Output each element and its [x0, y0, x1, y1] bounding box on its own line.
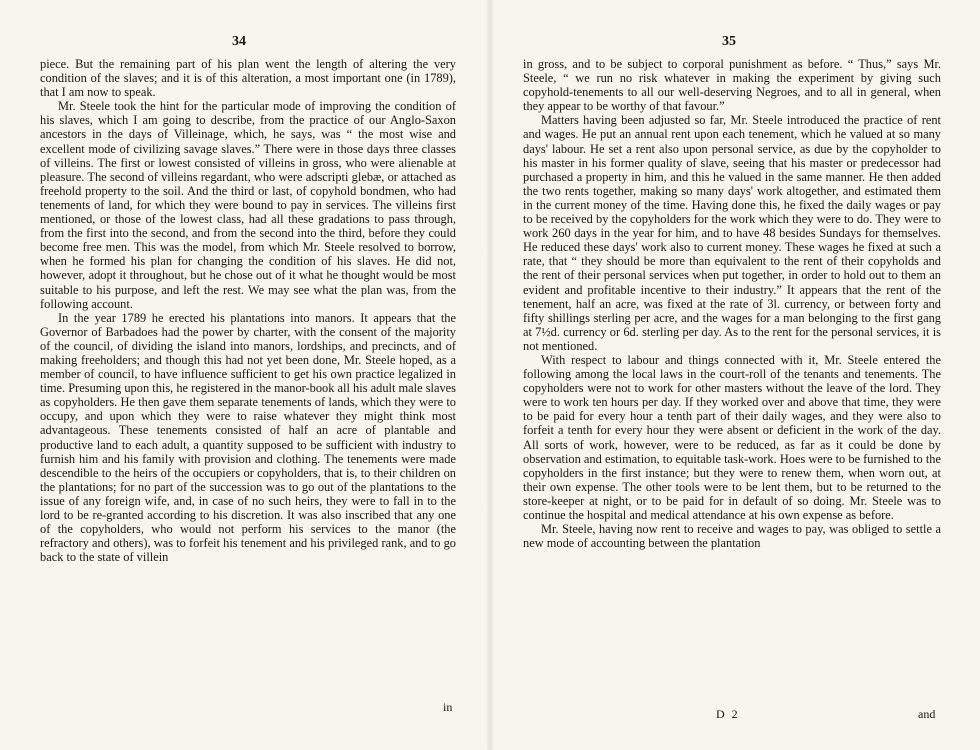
page-body [40, 57, 456, 564]
catchword: and [918, 707, 936, 721]
paragraph: in gross, and to be subject to corporal punishment as before. “ Thus,” says Mr. Steele, “ we run no risk whatever in making the experiment by giving such copyhold-tenements to all our well-deserving Negroes, and to all in general, when they appear to be worthy of that favour.” [523, 57, 941, 114]
paragraph: piece. But the remaining part of his plan went the length of altering the very condition of the slaves; and it is of this alteration, a most important one (in 1789), that I am now to speak. [40, 57, 456, 100]
catchword: in [443, 700, 453, 714]
page-number: 34 [232, 34, 246, 49]
paragraph: Matters having been adjusted so far, Mr. Steele introduced the practice of rent and wages. He put an annual rent upon each tenement, which he valued at so many days' labour. He set a rent also upon personal service, as due by the copyholder to his master in his former quality of slave, seeing that his master or predecessor had purchased a property in him, and this he valued in the same manner. He then added the two rents together, making so many days' work altogether, and estimated them in the current money of the time. Having done this, he fixed the daily wages or pay to be received by the copyholders for the work which they were to do. They were to work 260 days in the year for him, and to have 48 besides Sundays for themselves. He reduced these days' work also to current money. These wages he fixed at such a rate, that “ they should be more than equivalent to the rent of their copyholds and the rent of their personal services when put together, in order to hold out to them an evident and profitable incentive to their industry.” It appears that the rent of the tenement, half an acre, was fixed at the rate of 3l. currency, or between forty and fifty shillings sterling per acre, and the wages for a man belonging to the first gang at 7½d. currency or 6d. sterling per day. As to the rent for the personal services, it is not mentioned. [523, 113, 941, 353]
right-page [490, 0, 980, 750]
paragraph: With respect to labour and things connected with it, Mr. Steele entered the following among the local laws in the court-roll of the tenants and tenements. The copyholders were not to work for other masters without the leave of the lord. They were to work ten hours per day. If they worked over and above that time, they were to be paid for every hour a tenth part of their daily wages, and they were also to forfeit a tenth for every hour they were absent or deficient in the work of the day. All sorts of work, however, were to be reduced, as far as it could be done by observation and estimation, to equitable task-work. Hoes were to be furnished to the copyholders in the first instance; but they were to renew them, when worn out, at their own expense. The other tools were to be lent them, but to be returned to the store-keeper at night, or to be paid for in default of so doing. Mr. Steele was to continue the hospital and medical attendance at his own expense as before. [523, 352, 941, 522]
paragraph: Mr. Steele, having now rent to receive and wages to pay, was obliged to settle a new mode of accounting between the plantation [523, 522, 941, 551]
paragraph: Mr. Steele took the hint for the particular mode of improving the condition of his slaves, which I am going to describe, from the practice of our Anglo-Saxon ancestors in the days of Villeinage, which, he says, was “ the most wise and excellent mode of civilizing savage slaves.” There were in those days three classes of villeins. The first or lowest consisted of villeins in gross, who were alienable at pleasure. The second of villeins regardant, who were adscripti glebæ, or attached as freehold property to the soil. And the third or last, of copyhold bondmen, who had tenements of land, for which they were bound to pay in services. The villeins first mentioned, or those of the lowest class, had all these gradations to pass through, from the first into the second, and from the second into the third, before they could become free men. This was the model, from which Mr. Steele resolved to borrow, when he formed his plan for changing the condition of his slaves. He did not, however, adopt it throughout, but he chose out of it what he thought would be most suitable to his purpose, and left the rest. We may see what the plan was, from the following account. [40, 99, 456, 311]
paragraph: In the year 1789 he erected his plantations into manors. It appears that the Governor of Barbadoes had the power by charter, with the consent of the majority of the council, of dividing the island into manors, lordships, and precincts, and of making freeholders; and though this had not yet been done, Mr. Steele hoped, as a member of council, to have influence sufficient to get his own practice legalized in time. Presuming upon this, he registered in the manor-book all his adult male slaves as copyholders. He then gave them separate tenements of lands, which they were to occupy, and upon which they were to raise whatever they might think most advantageous. These tenements consisted of half an acre of plantable and productive land to each adult, a quantity supposed to be sufficient with industry to furnish him and his family with provision and clothing. The tenements were made descendible to the heirs of the occupiers or copyholders, that is, to their children on the plantations; for no part of the succession was to go out of the plantations to the issue of any foreign wife, and, in case of no such heirs, they were to fall in to the lord to be re-granted according to his discretion. It was also inscribed that any one of the copyholders, who would not perform his services to the manor (the refractory and others), was to forfeit his tenement and his privileged rank, and to go back to the state of villein [40, 310, 456, 565]
signature-mark: D 2 [716, 707, 740, 721]
page-body [523, 57, 941, 550]
page-number: 35 [722, 34, 736, 49]
